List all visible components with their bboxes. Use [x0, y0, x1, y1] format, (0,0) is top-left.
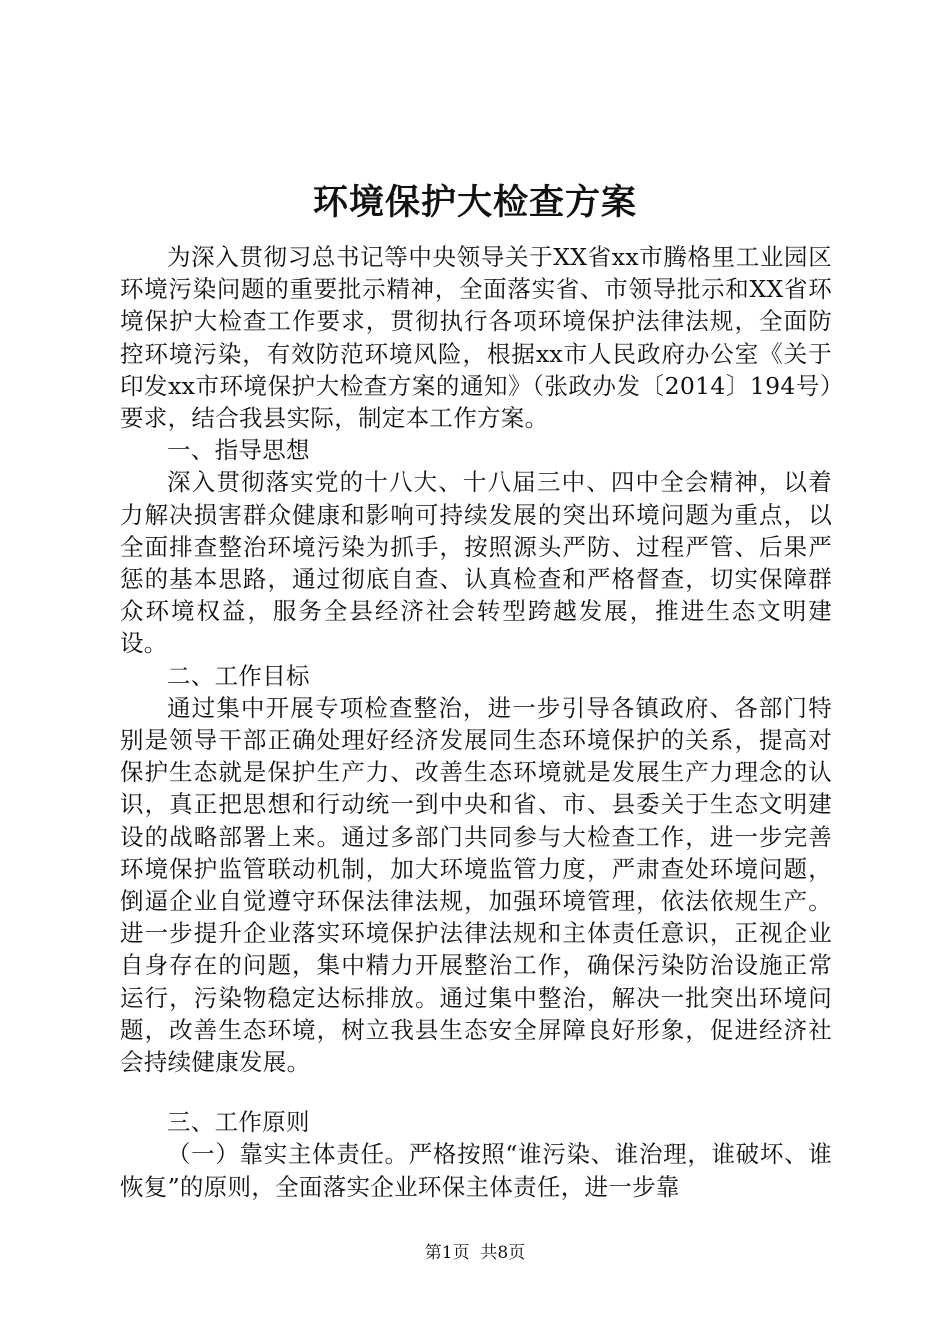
work-principles-paragraph: （一）靠实主体责任。严格按照“谁污染、谁治理，谁破坏、谁恢复”的原则，全面落实企业环保主体责任，进一步靠	[120, 1140, 832, 1201]
section-heading-guiding-ideology: 一、指导思想	[167, 436, 310, 465]
document-title: 环境保护大检查方案	[312, 182, 637, 223]
paragraph-spacer	[120, 1078, 832, 1106]
intro-paragraph: 为深入贯彻习总书记等中央领导关于XX省xx市腾格里工业园区环境污染问题的重要批示精神，全面落实省、市领导批示和XX省环境保护大检查工作要求，贯彻执行各项环境保护法律法规，全面防控环境污染，有效防范环境风险，根据xx市人民政府办公室《关于印发xx市环境保护大检查方案的通知》（张政办发〔2014〕194号）要求，结合我县实际，制定本工作方案。	[120, 243, 832, 433]
section-heading-work-goals: 二、工作目标	[167, 661, 310, 690]
section-heading-work-principles: 三、工作原则	[167, 1108, 310, 1137]
work-goals-paragraph: 通过集中开展专项检查整治，进一步引导各镇政府、各部门特别是领导干部正确处理好经济发展同生态环境保护的关系，提高对保护生态就是保护生产力、改善生态环境就是发展生产力理念的认识，真正把思想和行动统一到中央和省、市、县委关于生态文明建设的战略部署上来。通过多部门共同参与大检查工作，进一步完善环境保护监管联动机制，加大环境监管力度，严肃查处环境问题，倒逼企业自觉遵守环保法律法规，加强环境管理，依法依规生产。进一步提升企业落实环境保护法律法规和主体责任意识，正视企业自身存在的问题，集中精力开展整治工作，确保污染防治设施正常运行，污染物稳定达标排放。通过集中整治，解决一批突出环境问题，改善生态环境，树立我县生态安全屏障良好形象，促进经济社会持续健康发展。	[120, 693, 832, 1077]
guiding-ideology-paragraph: 深入贯彻落实党的十八大、十八届三中、四中全会精神，以着力解决损害群众健康和影响可持续发展的突出环境问题为重点，以全面排查整治环境污染为抓手，按照源头严防、过程严管、后果严惩的基本思路，通过彻底自查、认真检查和严格督查，切实保障群众环境权益，服务全县经济社会转型跨越发展，推进生态文明建设。	[120, 468, 832, 658]
document-body	[120, 241, 832, 1203]
page-number-footer: 第1页 共8页	[424, 1243, 526, 1263]
